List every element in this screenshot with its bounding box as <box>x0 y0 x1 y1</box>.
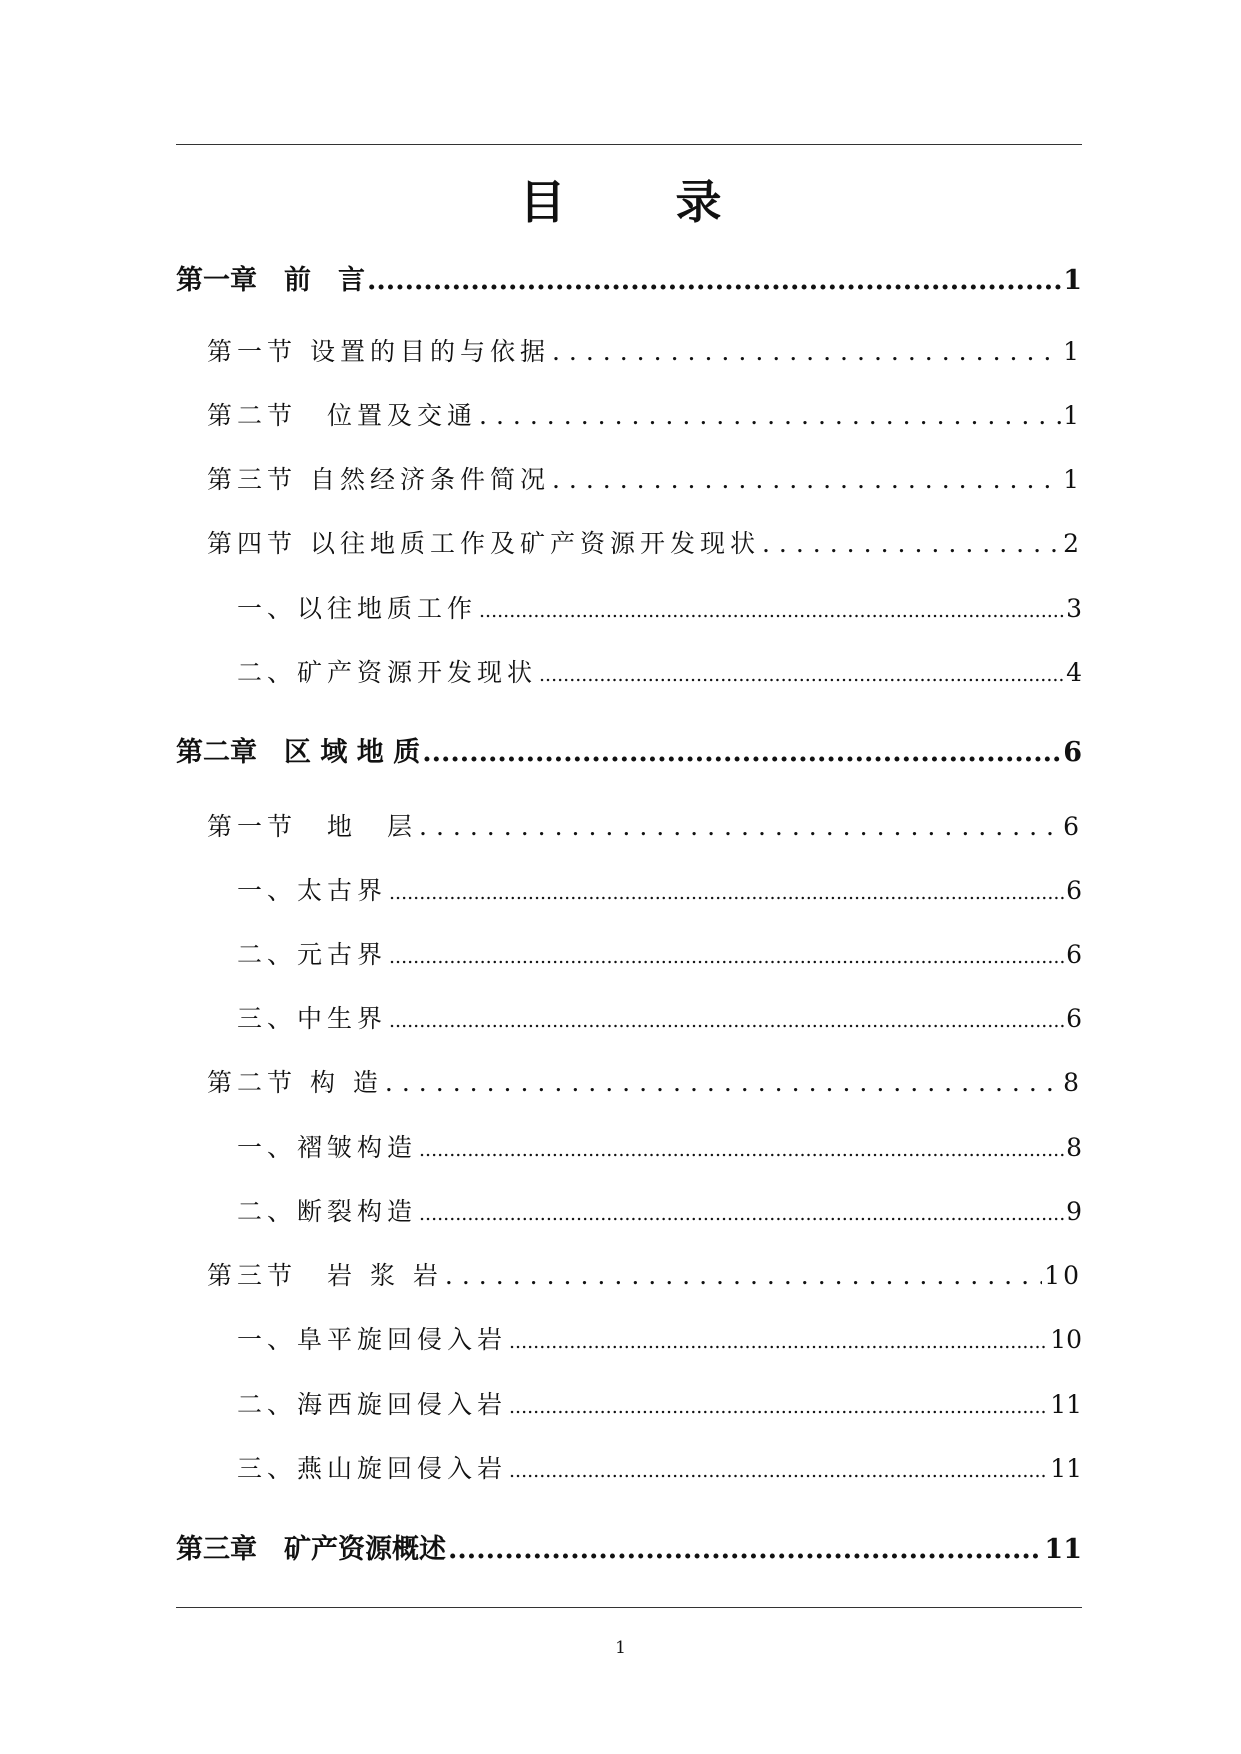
toc-entry-section[interactable] <box>207 1256 1082 1292</box>
toc-entry-section[interactable] <box>207 460 1082 496</box>
toc-label: 一、褶皱构造 <box>237 1133 418 1162</box>
toc-page-number: 3 <box>1066 594 1082 623</box>
toc-entry-subsection[interactable] <box>237 935 1082 971</box>
toc-entry-chapter-3[interactable] <box>176 1527 1082 1566</box>
toc-page-number: 11 <box>1044 1534 1082 1565</box>
dot-leader <box>389 940 1064 969</box>
toc-label: 三、燕山旋回侵入岩 <box>237 1454 508 1483</box>
dot-leader <box>448 1534 1042 1565</box>
page-number: 1 <box>615 1638 626 1658</box>
toc-page-number: 6 <box>1063 812 1082 841</box>
toc-entry-section[interactable] <box>207 1063 1082 1099</box>
dot-leader <box>385 1068 1061 1097</box>
toc-label: 第一节 设置的目的与依据 <box>207 337 550 366</box>
toc-page-number: 4 <box>1066 658 1082 687</box>
dot-leader <box>552 337 1061 366</box>
toc-entry-subsection[interactable] <box>237 871 1082 907</box>
toc-label: 一、以往地质工作 <box>237 594 478 623</box>
toc-entry-subsection[interactable] <box>237 1192 1082 1228</box>
toc-entry-section[interactable] <box>207 396 1082 432</box>
toc-page-number: 11 <box>1050 1390 1082 1419</box>
dot-leader <box>367 265 1061 296</box>
toc-page-number: 8 <box>1066 1133 1082 1162</box>
toc-entry-subsection[interactable] <box>237 999 1082 1035</box>
toc-page-number: 10 <box>1050 1325 1082 1354</box>
toc-page-number: 11 <box>1050 1454 1082 1483</box>
toc-page-number: 2 <box>1063 529 1082 558</box>
toc-label: 二、海西旋回侵入岩 <box>237 1390 508 1419</box>
dot-leader <box>762 529 1061 558</box>
toc-page-number: 6 <box>1066 876 1082 905</box>
toc-label: 第三节 岩 浆 岩 <box>207 1261 443 1290</box>
toc-label: 二、断裂构造 <box>237 1197 418 1226</box>
toc-label: 第四节 以往地质工作及矿产资源开发现状 <box>207 529 760 558</box>
toc-label: 第二节 位置及交通 <box>207 401 478 430</box>
toc-entry-subsection[interactable] <box>237 1320 1082 1356</box>
toc-page-number: 6 <box>1063 737 1082 768</box>
toc-page-number: 10 <box>1044 1261 1082 1290</box>
toc-page-number: 1 <box>1063 265 1082 296</box>
toc-label: 第二章 区 域 地 质 <box>176 737 421 768</box>
dot-leader <box>389 876 1064 905</box>
toc-label: 二、元古界 <box>237 940 388 969</box>
dot-leader <box>509 1325 1048 1354</box>
title-char-left: 目 <box>519 175 566 229</box>
toc-page-number: 1 <box>1063 337 1082 366</box>
dot-leader <box>419 812 1061 841</box>
toc-label: 三、中生界 <box>237 1004 388 1033</box>
toc-entry-subsection[interactable] <box>237 1449 1082 1485</box>
toc-page-number: 8 <box>1063 1068 1082 1097</box>
toc-entry-section[interactable] <box>207 332 1082 368</box>
dot-leader <box>445 1261 1042 1290</box>
toc-label: 二、矿产资源开发现状 <box>237 658 538 687</box>
toc-label: 第二节 构 造 <box>207 1068 383 1097</box>
footer-rule <box>176 1607 1082 1608</box>
toc-entry-subsection[interactable] <box>237 653 1082 689</box>
dot-leader <box>509 1390 1048 1419</box>
dot-leader <box>552 465 1061 494</box>
dot-leader <box>479 401 1061 430</box>
toc-entry-section[interactable] <box>207 807 1082 843</box>
toc-entry-chapter-2[interactable] <box>176 730 1082 769</box>
title-char-right: 录 <box>675 175 722 229</box>
page-title <box>0 166 1241 232</box>
toc-label: 第一节 地 层 <box>207 812 418 841</box>
header-rule <box>176 144 1082 145</box>
dot-leader <box>419 1197 1064 1226</box>
dot-leader <box>422 737 1061 768</box>
toc-page-number: 9 <box>1066 1197 1082 1226</box>
dot-leader <box>509 1454 1048 1483</box>
toc-entry-chapter-1[interactable] <box>176 258 1082 297</box>
dot-leader <box>479 594 1064 623</box>
toc-entry-subsection[interactable] <box>237 1385 1082 1421</box>
toc-label: 第一章 前 言 <box>176 265 365 296</box>
toc-entry-subsection[interactable] <box>237 589 1082 625</box>
toc-entry-section[interactable] <box>207 524 1082 560</box>
toc-label: 第三节 自然经济条件简况 <box>207 465 550 494</box>
toc-page-number: 1 <box>1063 401 1082 430</box>
dot-leader <box>419 1133 1064 1162</box>
dot-leader <box>539 658 1064 687</box>
toc-entry-subsection[interactable] <box>237 1128 1082 1164</box>
toc-page-number: 6 <box>1066 940 1082 969</box>
toc-label: 一、阜平旋回侵入岩 <box>237 1325 508 1354</box>
toc-page-number: 1 <box>1063 465 1082 494</box>
toc-label: 第三章 矿产资源概述 <box>176 1534 446 1565</box>
toc-label: 一、太古界 <box>237 876 388 905</box>
dot-leader <box>389 1004 1064 1033</box>
toc-page-number: 6 <box>1066 1004 1082 1033</box>
